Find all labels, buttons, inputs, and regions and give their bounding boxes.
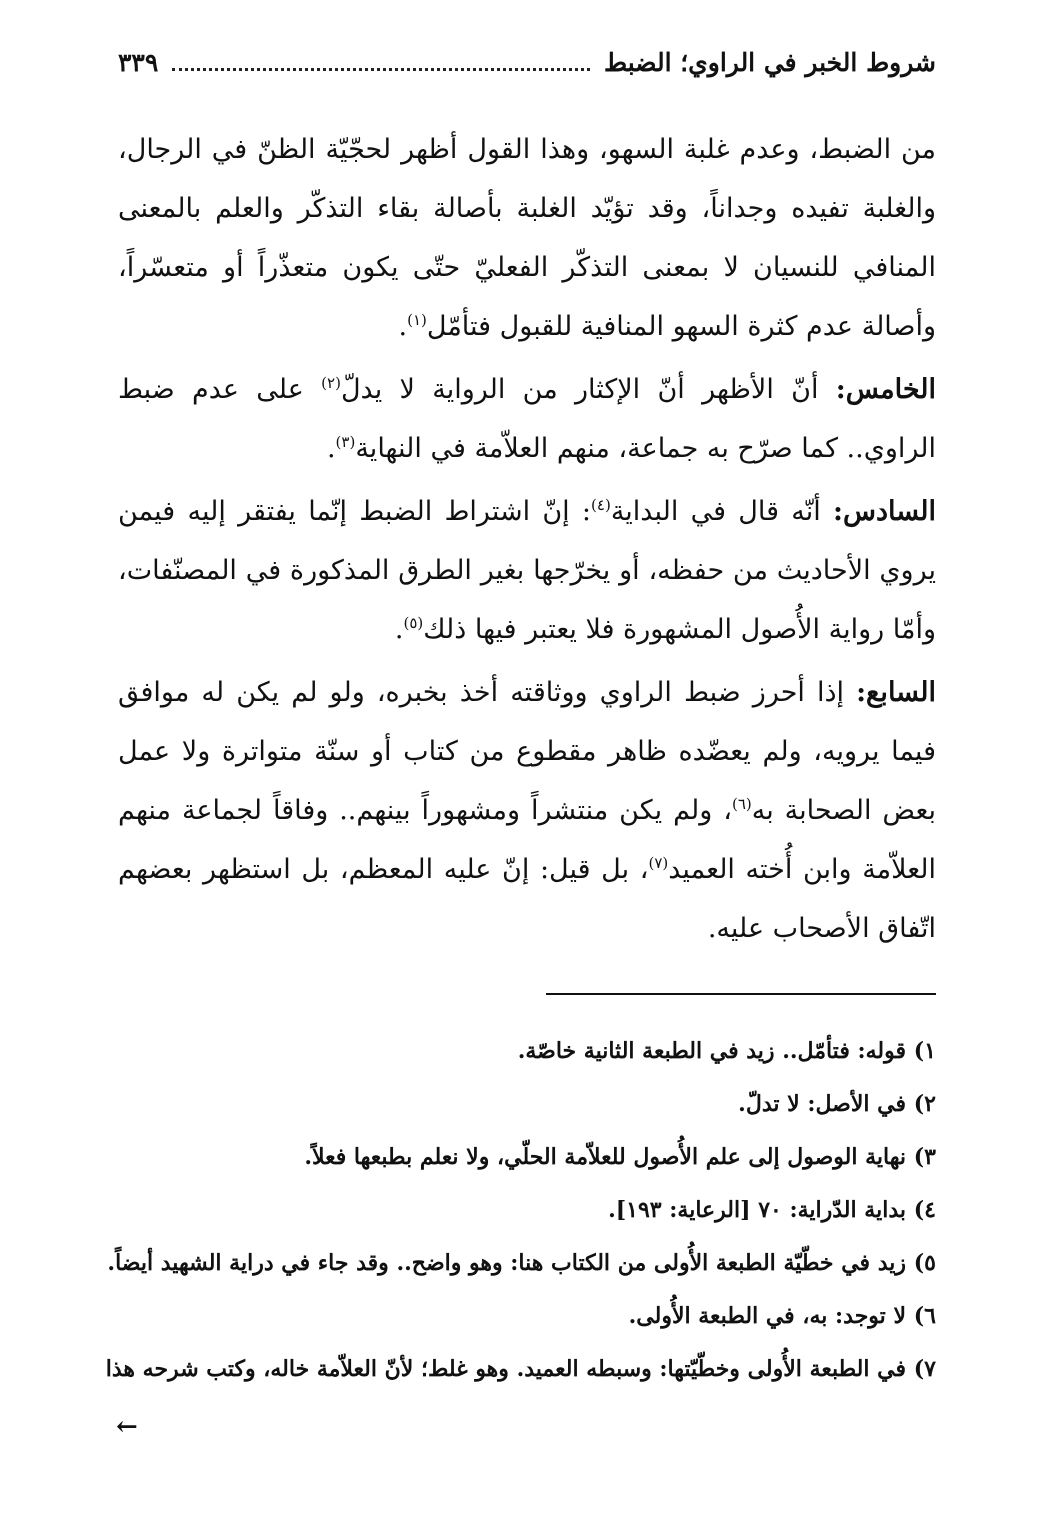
footnotes (105, 1025, 936, 1396)
paragraph-1: من الضبط، وعدم غلبة السهو، وهذا القول أظهر لحجّيّة الظنّ في الرجال، والغلبة تفيده وجداناً، وقد تؤيّد الغلبة بأصالة بقاء التذكّر والعلم بالمعنى المنافي للنسيان لا بمعنى التذكّر الفعليّ حتّى يكون متعذّراً أو متعسّراً، وأصالة عدم كثرة السهو المنافية للقبول فتأمّل$^{(١)}$. (118, 134, 936, 342)
footnote-ref-4[interactable]: (٤) (591, 496, 611, 514)
footnote-number: ٧) (913, 1356, 936, 1382)
footnote-item (118, 1131, 936, 1184)
paragraph-lead: السادس: (833, 496, 937, 527)
paragraph-3: السادس: أنّه قال في البداية$^{(٤)}$: إنّ اشتراط الضبط إنّما يفتقر إليه فيمن يروي الأحاديث من حفظه، أو يخرّجها بغير الطرق المذكورة في المصنّفات، وأمّا رواية الأُصول المشهورة فلا يعتبر فيها ذلك$^{(٥)}$. (118, 496, 937, 645)
footnote-ref-1[interactable]: (١) (407, 311, 427, 329)
footnote-item (118, 1184, 936, 1237)
footnote-item (118, 1025, 936, 1078)
footnote-ref-3[interactable]: (٣) (335, 433, 356, 451)
paragraph-2: الخامس: أنّ الأظهر أنّ الإكثار من الرواية لا يدلّ$^{(٢)}$ على عدم ضبط الراوي.. كما صرّح به جماعة، منهم العلاّمة في النهاية$^{(٣)}$. (118, 374, 936, 464)
footnote-number: ٦) (913, 1303, 936, 1329)
footnote-ref-2[interactable]: (٢) (321, 374, 341, 392)
paragraph-lead: السابع: (856, 677, 936, 708)
footnote-ref-7[interactable]: (٧) (648, 854, 669, 872)
footnote-number: ٣) (913, 1144, 936, 1170)
footnote-item (118, 1290, 936, 1343)
footnote-text: بداية الدّراية: ٧٠ [الرعاية: ١٩٣]. (608, 1197, 906, 1223)
footnote-text: لا توجد: به، في الطبعة الأُولى. (628, 1303, 906, 1329)
header-dot-leader (172, 68, 590, 71)
footnote-item (107, 1237, 936, 1290)
paragraph-4: السابع: إذا أحرز ضبط الراوي ووثاقته أخذ بخبره، ولو لم يكن له موافق فيما يرويه، ولم يعضّده ظاهر مقطوع من كتاب أو سنّة متواترة ولا عمل بعض الصحابة به$^{(٦)}$، ولم يكن منتشراً ومشهوراً بينهم.. وفاقاً لجماعة منهم العلاّمة وابن أُخته العميد$^{(٧)}$، بل قيل: إنّ عليه المعظم، بل استظهر بعضهم اتّفاق الأصحاب عليه. (118, 677, 936, 944)
main-text (118, 120, 936, 962)
running-header (118, 40, 936, 84)
footnote-number: ٥) (913, 1250, 936, 1276)
paragraph-lead: الخامس: (835, 374, 936, 405)
footnote-item (118, 1078, 936, 1131)
footnote-text: في الطبعة الأُولى وخطّيّتها: وسبطه العميد. وهو غلط؛ لأنّ العلاّمة خاله، وكتب شرحه هذا (105, 1356, 906, 1382)
footnote-number: ١) (913, 1038, 936, 1064)
footnote-divider (546, 993, 936, 995)
continuation-arrow-icon: ← (116, 1412, 138, 1442)
footnote-number: ٢) (913, 1091, 936, 1117)
footnote-text: نهاية الوصول إلى علم الأُصول للعلاّمة الحلّي، ولا نعلم بطبعها فعلاً. (304, 1144, 906, 1170)
chapter-title: شروط الخبر في الراوي؛ الضبط (604, 47, 936, 77)
footnote-text: قوله: فتأمّل.. زيد في الطبعة الثانية خاصّة. (517, 1038, 906, 1064)
footnote-ref-5[interactable]: (٥) (403, 614, 424, 632)
page-number: ٣٣٩ (118, 47, 159, 77)
footnote-text: زيد في خطّيّة الطبعة الأُولى من الكتاب هنا: وهو واضح.. وقد جاء في دراية الشهيد أيضاً. (107, 1250, 906, 1276)
footnote-text: في الأصل: لا تدلّ. (738, 1091, 906, 1117)
footnote-item (105, 1343, 936, 1396)
footnote-number: ٤) (913, 1197, 936, 1223)
footnote-ref-6[interactable]: (٦) (731, 795, 752, 813)
